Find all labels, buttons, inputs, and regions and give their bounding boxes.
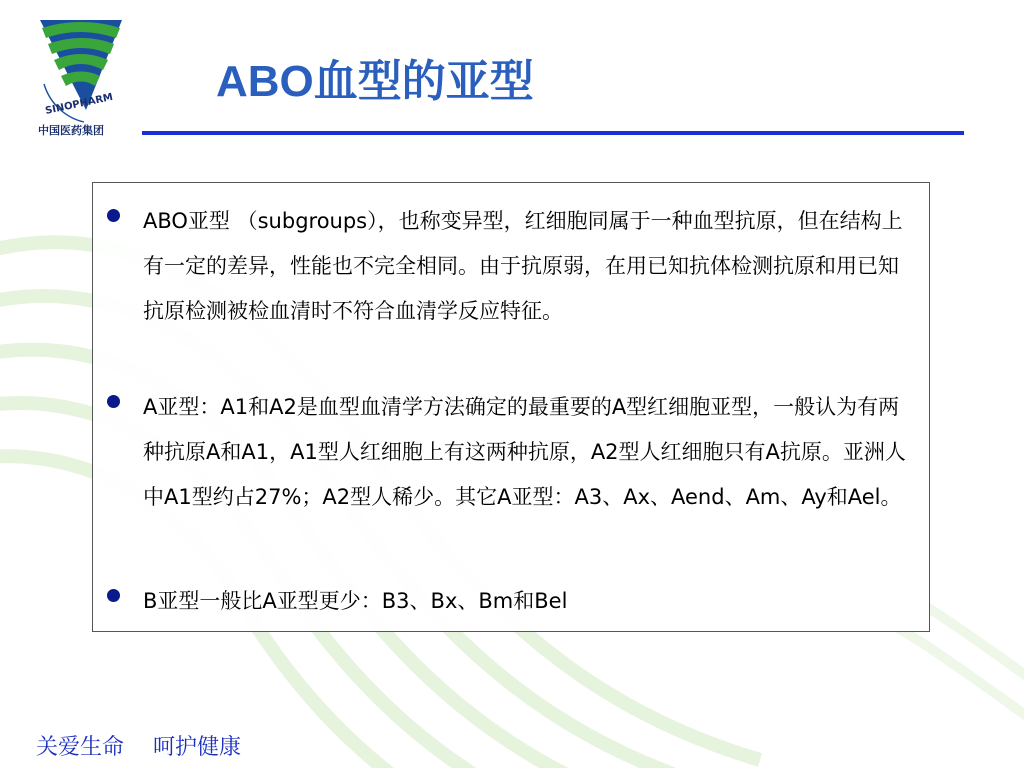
bullet-text: B亚型一般比A亚型更少：B3、Bx、Bm和Bel bbox=[143, 589, 568, 613]
bullet-dot-icon bbox=[107, 395, 120, 408]
logo-company-name: 中国医药集团 bbox=[38, 124, 104, 137]
bullet-dot-icon bbox=[107, 589, 120, 602]
title-divider bbox=[142, 131, 964, 135]
content-box bbox=[92, 182, 930, 632]
bullet-text: ABO亚型 （subgroups），也称变异型，红细胞同属于一种血型抗原，但在结构上有一定的差异，性能也不完全相同。由于抗原弱，在用已知抗体检测抗原和用已知抗原检测被检血清时不符合血清学反应特征。 bbox=[143, 209, 903, 323]
logo-wordmark: SINOPHARM bbox=[44, 91, 115, 117]
slide-title: ABO血型的亚型 bbox=[216, 57, 534, 106]
bullet-text: A亚型：A1和A2是血型血清学方法确定的最重要的A型红细胞亚型，一般认为有两种抗原A和A1，A1型人红细胞上有这两种抗原，A2型人红细胞只有A抗原。亚洲人中A1型约占27%；A2型人稀少。其它A亚型：A3、Ax、Aend、Am、Ay和Ael。 bbox=[143, 395, 906, 509]
bullet-dot-icon bbox=[107, 209, 120, 222]
footer-slogan: 关爱生命 呵护健康 bbox=[36, 735, 241, 760]
